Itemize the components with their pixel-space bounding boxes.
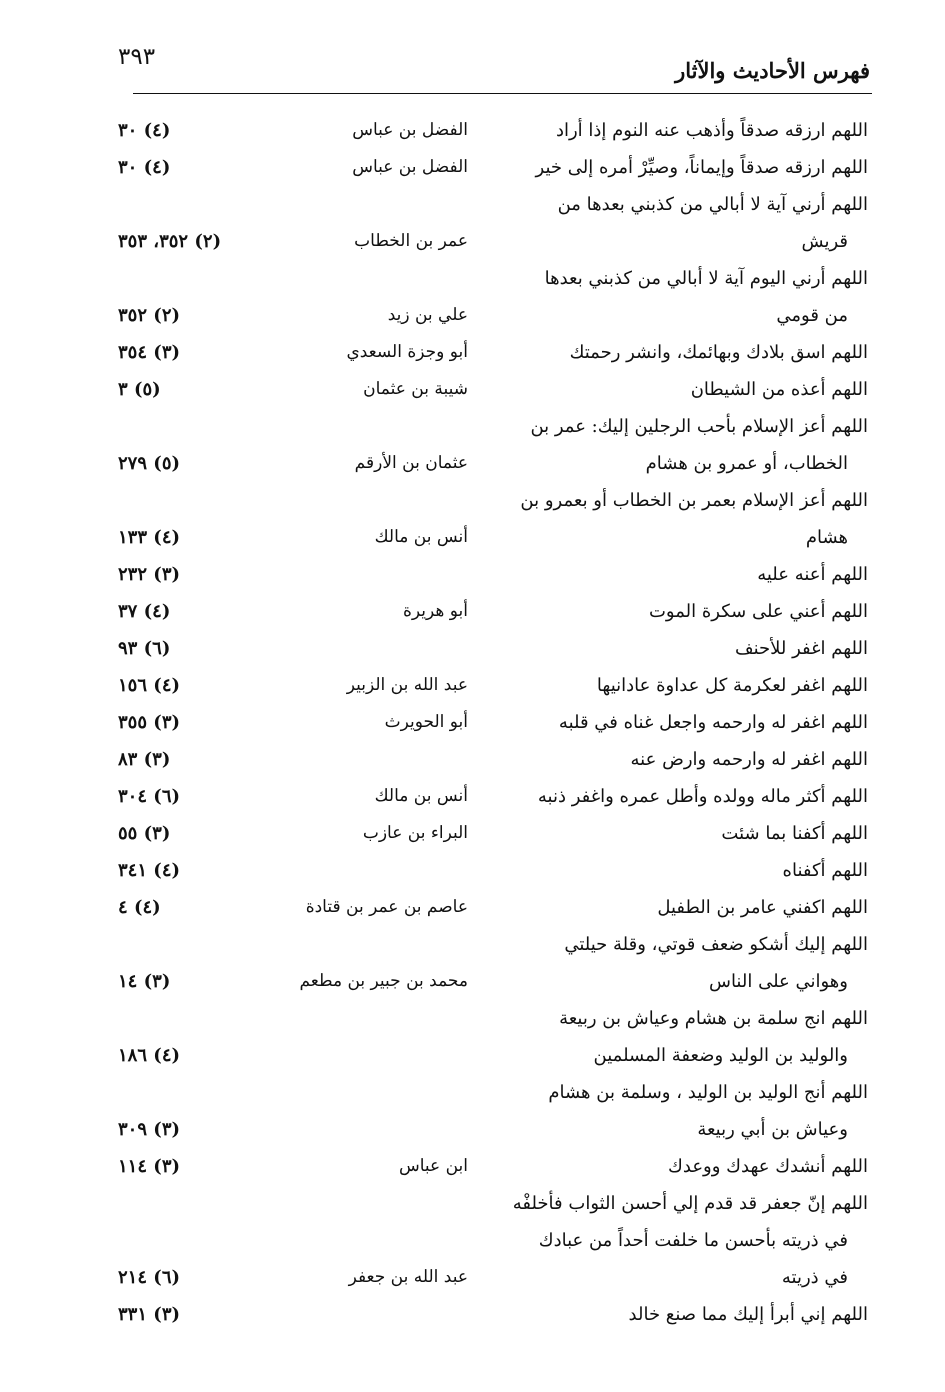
header-rule <box>133 93 872 94</box>
narrator-name: أبو وجزة السعدي <box>346 342 468 362</box>
index-entry <box>118 260 878 334</box>
index-entry <box>118 741 878 778</box>
hadith-continuation-line: وعياش بن أبي ربيعة <box>697 1119 848 1140</box>
volume-page-reference: (٤) ١٥٦ <box>118 675 181 696</box>
narrator-name: عبد الله بن الزبير <box>346 675 468 695</box>
index-entry <box>118 926 878 1000</box>
hadith-text <box>498 1296 868 1333</box>
index-entry <box>118 852 878 889</box>
hadith-text <box>498 815 868 852</box>
volume-page-reference: (٣) ٣٥٤ <box>118 342 181 363</box>
volume-page-reference: (٦) ٢١٤ <box>118 1267 181 1288</box>
volume-page-reference: (٤) ٣٠ <box>118 157 171 178</box>
hadith-line: اللهم أكثر ماله وولده وأطل عمره واغفر ذنبه <box>537 786 868 807</box>
hadith-text <box>498 112 868 149</box>
index-entry <box>118 1074 878 1148</box>
hadith-text <box>498 1074 868 1148</box>
hadith-line: اللهم ارزقه صدقاً وأذهب عنه النوم إذا أراد <box>555 120 868 141</box>
narrator-name <box>258 1111 468 1148</box>
volume-page-reference: (٢) ٣٥٢، ٣٥٣ <box>118 231 222 252</box>
narrator-name: أبو هريرة <box>402 601 468 621</box>
hadith-text <box>498 1148 868 1185</box>
hadith-line: اللهم أنج الوليد بن الوليد ، وسلمة بن هشام <box>548 1082 868 1103</box>
hadith-text <box>498 704 868 741</box>
hadith-text <box>498 630 868 667</box>
volume-page-reference: (٦) ٩٣ <box>118 638 171 659</box>
index-entry <box>118 630 878 667</box>
hadith-line: اللهم إنّ جعفر قد قدم إلي أحسن الثواب فأخلفْه <box>512 1193 868 1214</box>
narrator-name: محمد بن جبير بن مطعم <box>299 971 468 991</box>
hadith-line: اللهم انج سلمة بن هشام وعياش بن ربيعة <box>559 1008 868 1029</box>
hadith-text <box>498 149 868 186</box>
volume-page-reference: (٣) ٥٥ <box>118 823 171 844</box>
narrator-name <box>258 741 468 778</box>
index-entry <box>118 704 878 741</box>
narrator-name: عثمان بن الأرقم <box>354 453 468 473</box>
hadith-line: اللهم اغفر له وارحمه واجعل غناه في قلبه <box>558 712 868 733</box>
hadith-line: اللهم أنشدك عهدك ووعدك <box>668 1156 868 1177</box>
volume-page-reference: (٣) ٣٣١ <box>118 1304 181 1325</box>
hadith-line: اللهم اكفني عامر بن الطفيل <box>657 897 868 918</box>
page-number: ٣٩٣ <box>118 44 156 70</box>
narrator-name <box>258 1037 468 1074</box>
index-entry <box>118 556 878 593</box>
hadith-line: اللهم أعذه من الشيطان <box>690 379 868 400</box>
volume-page-reference: (٤) ٤ <box>118 897 161 918</box>
volume-page-reference: (٣) ٨٣ <box>118 749 171 770</box>
narrator-name: شيبة بن عثمان <box>363 379 468 399</box>
hadith-text <box>498 1185 868 1296</box>
hadith-line: اللهم إليك أشكو ضعف قوتي، وقلة حيلتي <box>564 934 868 955</box>
volume-page-reference: (٤) ٣٠ <box>118 120 171 141</box>
hadith-continuation-line: والوليد بن الوليد وضعفة المسلمين <box>593 1045 848 1066</box>
hadith-text <box>498 186 868 260</box>
narrator-name: أبو الحويرث <box>384 712 468 732</box>
index-entry <box>118 889 878 926</box>
volume-page-reference: (٤) ١٣٣ <box>118 527 181 548</box>
volume-page-reference: (٦) ٣٠٤ <box>118 786 181 807</box>
hadith-line: اللهم أرني آية لا أبالي من كذبني بعدها من <box>557 194 868 215</box>
hadith-index-list <box>118 112 878 1333</box>
index-entry <box>118 778 878 815</box>
narrator-name: ابن عباس <box>398 1156 468 1176</box>
hadith-text <box>498 926 868 1000</box>
narrator-name <box>258 630 468 667</box>
volume-page-reference: (٢) ٣٥٢ <box>118 305 181 326</box>
hadith-text <box>498 371 868 408</box>
index-entry <box>118 112 878 149</box>
hadith-continuation-line: قريش <box>801 231 848 252</box>
narrator-name: علي بن زيد <box>387 305 468 325</box>
volume-page-reference: (٤) ٣٧ <box>118 601 171 622</box>
hadith-line: اللهم إني أبرأ إليك مما صنع خالد <box>628 1304 868 1325</box>
volume-page-reference: (٣) ٢٣٢ <box>118 564 181 585</box>
hadith-line: اللهم أعني على سكرة الموت <box>648 601 868 622</box>
index-entry <box>118 1296 878 1333</box>
hadith-line: اللهم أكفنا بما شئت <box>721 823 868 844</box>
narrator-name <box>258 1296 468 1333</box>
hadith-text <box>498 667 868 704</box>
hadith-continuation-line: الخطاب، أو عمرو بن هشام <box>645 453 848 474</box>
hadith-text <box>498 852 868 889</box>
hadith-text <box>498 260 868 334</box>
volume-page-reference: (٣) ٣٥٥ <box>118 712 181 733</box>
narrator-name: الفضل بن عباس <box>352 157 468 177</box>
narrator-name: عبد الله بن جعفر <box>348 1267 468 1287</box>
hadith-continuation-line: وهواني على الناس <box>708 971 848 992</box>
hadith-text <box>498 482 868 556</box>
narrator-name <box>258 556 468 593</box>
hadith-line: اللهم اغفر لعكرمة كل عداوة عادانيها <box>596 675 868 696</box>
volume-page-reference: (٣) ١٤ <box>118 971 171 992</box>
hadith-line: اللهم ارزقه صدقاً وإيماناً، وصيِّرْ أمره إلى خير <box>535 157 868 178</box>
index-entry <box>118 334 878 371</box>
narrator-name: أنس بن مالك <box>374 786 468 806</box>
hadith-line: اللهم أعز الإسلام بعمر بن الخطاب أو بعمرو بن <box>520 490 868 511</box>
hadith-continuation-line: هشام <box>805 527 848 548</box>
hadith-line: اللهم أعز الإسلام بأحب الرجلين إليك: عمر بن <box>530 416 868 437</box>
volume-page-reference: (٣) ١١٤ <box>118 1156 181 1177</box>
index-entry <box>118 593 878 630</box>
narrator-name <box>258 852 468 889</box>
index-entry <box>118 667 878 704</box>
hadith-continuation-line: في ذريته بأحسن ما خلفت أحداً من عبادك <box>538 1230 848 1251</box>
narrator-name: عاصم بن عمر بن قتادة <box>305 897 468 917</box>
hadith-text <box>498 556 868 593</box>
hadith-text <box>498 778 868 815</box>
hadith-continuation-line: في ذريته <box>781 1267 848 1288</box>
index-entry <box>118 1148 878 1185</box>
index-entry <box>118 408 878 482</box>
index-entry <box>118 1000 878 1074</box>
index-entry <box>118 815 878 852</box>
volume-page-reference: (٥) ٣ <box>118 379 161 400</box>
hadith-line: اللهم اسق بلادك وبهائمك، وانشر رحمتك <box>569 342 868 363</box>
narrator-name: أنس بن مالك <box>374 527 468 547</box>
hadith-line: اللهم أرني اليوم آية لا أبالي من كذبني بعدها <box>544 268 868 289</box>
hadith-text <box>498 408 868 482</box>
volume-page-reference: (٣) ٣٠٩ <box>118 1119 181 1140</box>
hadith-text <box>498 889 868 926</box>
hadith-text <box>498 741 868 778</box>
volume-page-reference: (٥) ٢٧٩ <box>118 453 181 474</box>
running-title: فهرس الأحاديث والآثار <box>675 58 870 83</box>
narrator-name: البراء بن عازب <box>362 823 468 843</box>
index-entry <box>118 186 878 260</box>
index-entry <box>118 1185 878 1296</box>
volume-page-reference: (٤) ٣٤١ <box>118 860 181 881</box>
hadith-text <box>498 593 868 630</box>
volume-page-reference: (٤) ١٨٦ <box>118 1045 181 1066</box>
index-entry <box>118 482 878 556</box>
hadith-text <box>498 1000 868 1074</box>
index-entry <box>118 149 878 186</box>
hadith-line: اللهم أكفناه <box>782 860 868 881</box>
hadith-line: اللهم أعنه عليه <box>757 564 868 585</box>
narrator-name: عمر بن الخطاب <box>354 231 468 251</box>
hadith-continuation-line: من قومي <box>776 305 848 326</box>
index-entry <box>118 371 878 408</box>
hadith-text <box>498 334 868 371</box>
narrator-name: الفضل بن عباس <box>352 120 468 140</box>
hadith-line: اللهم اغفر له وارحمه وارض عنه <box>630 749 868 770</box>
hadith-line: اللهم اغفر للأحنف <box>734 638 868 659</box>
